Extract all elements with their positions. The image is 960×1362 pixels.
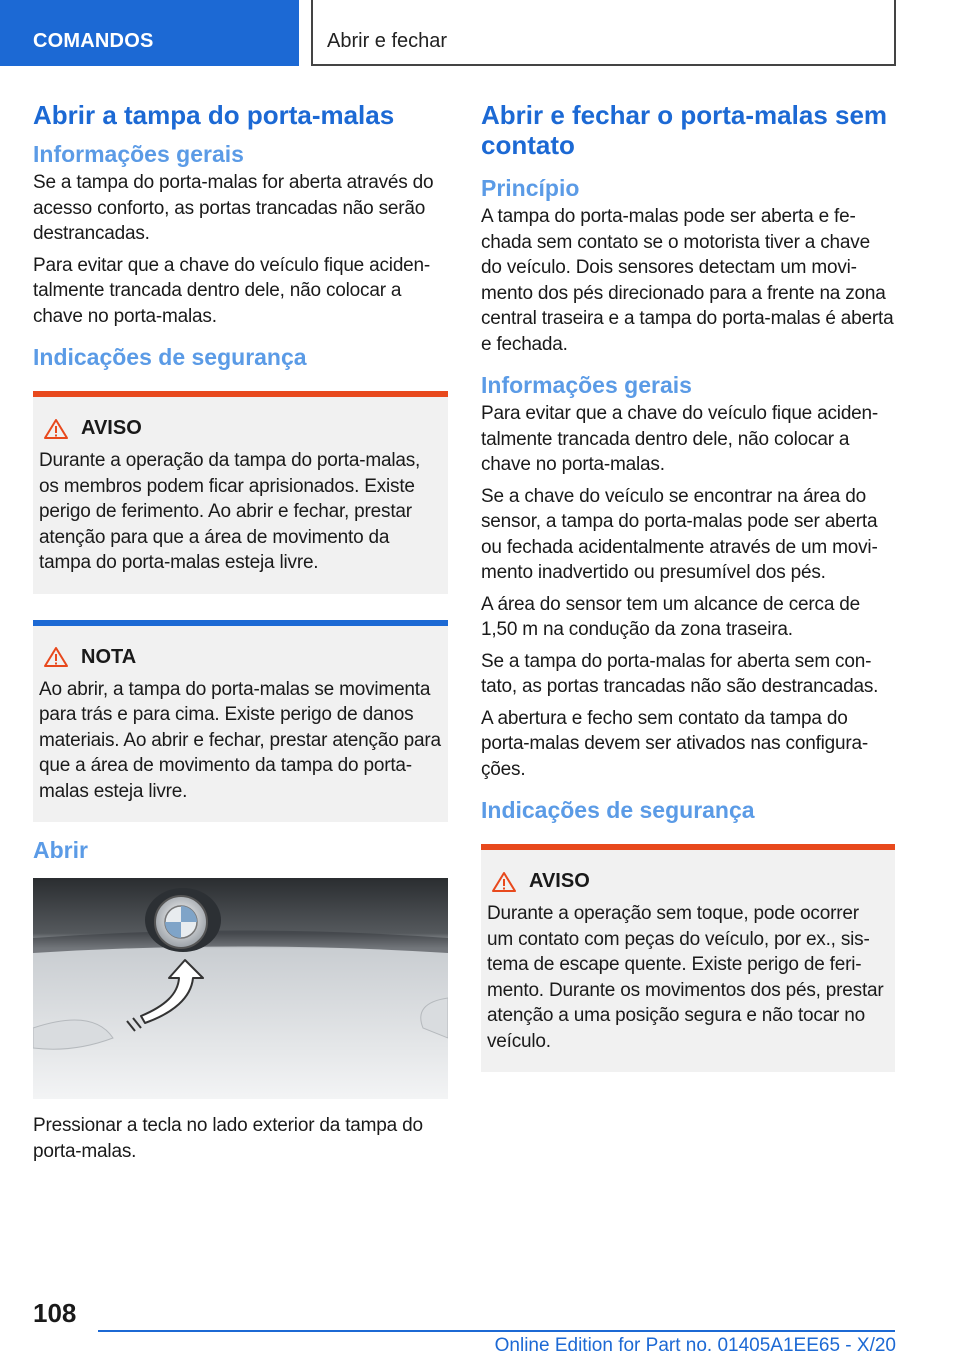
page-title-secondary: Abrir e fechar o porta-malas sem contato [481, 100, 888, 160]
note-text: Ao abrir, a tampa do porta-malas se movimenta para trás e para cima. Existe perigo de danos materiais. Ao abrir e fechar, prestar atenção para que a área de movimento da tampa do porta-malas esteja livre. [39, 678, 441, 802]
warning-label: AVISO [81, 417, 142, 439]
note-label: NOTA [81, 645, 137, 668]
footer-divider [98, 1330, 895, 1332]
warning-box [33, 391, 448, 594]
section-heading-safety: Indicações de segurança [481, 797, 755, 823]
left-column [33, 100, 448, 1170]
chapter-title: Abrir e fechar [311, 0, 896, 66]
paragraph: Se a tampa do porta-malas for aberta através do acesso conforto, as portas trancadas não serão destrancadas. [33, 172, 434, 244]
warning-box [481, 844, 895, 1072]
warning-text: Durante a operação da tampa do porta-malas, os membros podem ficar aprisionados. Existe perigo de ferimento. Ao abrir e fechar, prestar atenção para que a área de movimento da tampa do porta-malas esteja livre. [39, 450, 421, 573]
paragraph: Se a tampa do porta-malas for aberta sem contato, as portas trancadas não são destrancadas. [481, 650, 879, 697]
section-heading-info: Informações gerais [33, 141, 244, 167]
warning-triangle-icon [43, 418, 69, 440]
warning-triangle-icon [43, 646, 69, 668]
paragraph: Para evitar que a chave do veículo fique acidentalmente trancada dentro dele, não colocar a chave no porta-malas. [481, 403, 879, 475]
right-column [481, 100, 895, 1086]
section-heading-info: Informações gerais [481, 372, 692, 398]
warning-label: AVISO [529, 870, 590, 892]
section-heading-open: Abrir [33, 837, 88, 863]
paragraph: A tampa do porta-malas pode ser aberta e fechada sem contato se o motorista tiver a chave do veículo. Dois sensores detectam um movimento dos pés direcionado para a frente na zona central traseira e a tampa do porta-malas é aberta e fechada. [481, 206, 894, 355]
trunk-button-illustration [33, 878, 448, 1099]
section-heading-safety: Indicações de segurança [33, 344, 307, 370]
paragraph: A abertura e fecho sem contato da tampa do porta-malas devem ser ativados nas configurações. [481, 707, 869, 780]
warning-triangle-icon [491, 871, 517, 893]
figure-caption: Pressionar a tecla no lado exterior da tampa do porta-malas. [33, 1115, 423, 1162]
note-box [33, 620, 448, 823]
edition-text: Online Edition for Part no. 01405A1EE65 - X/20 [494, 1335, 896, 1356]
page-title: Abrir a tampa do porta-malas [33, 100, 395, 130]
paragraph: Se a chave do veículo se encontrar na área do sensor, a tampa do porta-malas pode ser aberta ou fechada acidentalmente através de um movimento inadvertido ou presumível dos pés. [481, 485, 878, 583]
section-tab: COMANDOS [0, 0, 299, 66]
page-number: 108 [33, 1298, 77, 1328]
warning-text: Durante a operação sem toque, pode ocorrer um contato com peças do veículo, por ex., sistema de escape quente. Existe perigo de ferimento. Durante os movimentos dos pés, prestar atenção a uma posição segura e não tocar no veículo. [487, 903, 884, 1052]
paragraph: A área do sensor tem um alcance de cerca de 1,50 m na condução da zona traseira. [481, 593, 861, 640]
paragraph: Para evitar que a chave do veículo fique acidentalmente trancada dentro dele, não colocar a chave no porta-malas. [33, 254, 431, 327]
section-heading-principle: Princípio [481, 175, 580, 201]
